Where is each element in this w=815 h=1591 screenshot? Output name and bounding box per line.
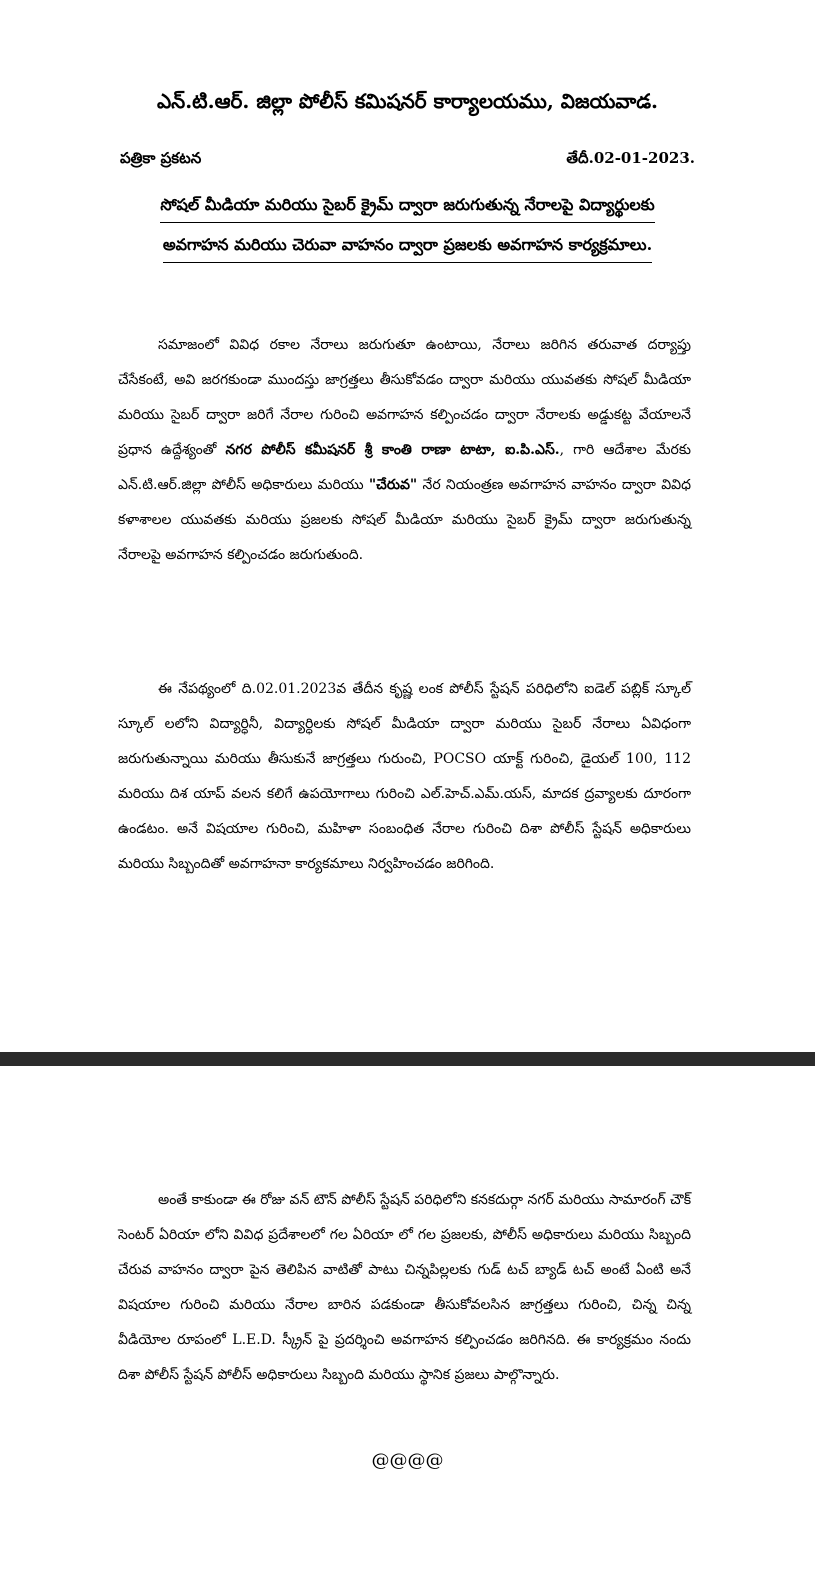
commissioner-name: నగర పోలీస్ కమీషనర్ శ్రీ కాంతి రాణా టాటా, ఐ.పి.ఎస్. <box>225 442 560 458</box>
press-release-label: పత్రికా ప్రకటన <box>120 149 202 167</box>
closing-marks: @@@@ <box>371 1450 444 1471</box>
subject-line-1 <box>0 192 815 223</box>
paragraph-1-text-b: , గారి ఆదేశాల మేరకు ఎన్.టి.ఆర్.జిల్లా పోలీస్ అధికారులు మరియు <box>118 442 692 493</box>
subject-line-2 <box>0 232 815 263</box>
paragraph-1-text-a: సమాజంలో వివిధ రకాల నేరాలు జరుగుతూ ఉంటాయి, నేరాలు జరిగిన తరువాత దర్యాప్తు చేసేకంటే, అవి జరగకుండా ముందస్తు జాగ్రత్తలు తీసుకోవడం ద్వారా మరియు యువతకు సోషల్ మీడియా మరియు సైబర్ ద్వారా జరిగే నేరాల గురించి అవగాహన కల్పించడం ద్వారా నేరాలకు అడ్డుకట్ట వేయాలనే ప్రధాన ఉద్దేశ్యంతో <box>118 337 691 458</box>
paragraph-3: అంతే కాకుండా ఈ రోజు వన్ టౌన్ పోలీస్ స్టేషన్ పరిధిలోని కనకదుర్గా నగర్ మరియు సామారంగ్ చౌక్ సెంటర్ ఏరియా లోని వివిధ ప్రదేశాలలో గల ఏరియా లో గల ప్రజలకు, పోలీస్ అధికారులు మరియు సిబ్బంది చేరువ వాహనం ద్వారా పైన తెలిపిన వాటితో పాటు చిన్నపిల్లలకు గుడ్ టచ్ బ్యాడ్ టచ్ అంటే ఏంటి అనే విషయాల గురించి మరియు నేరాల బారిన పడకుండా తీసుకోవలసిన జాగ్రత్తలు గురించి, చిన్న చిన్న వీడియోల రూపంలో L.E.D. స్క్రీన్ పై ప్రదర్శించి అవగాహన కల్పించడం జరిగినది. ఈ కార్యక్రమం నందు దిశా పోలీస్ స్టేషన్ పోలీస్ అధికారులు సిబ్బంది మరియు స్థానిక ప్రజలు పాల్గొన్నారు. <box>118 1192 691 1383</box>
office-title: ఎన్.టి.ఆర్. జిల్లా పోలీస్ కమిషనర్ కార్యాలయము, విజయవాడ. <box>156 89 659 113</box>
subject-line-2-text: అవగాహన మరియు చెరువా వాహనం ద్వారా ప్రజలకు అవగాహన కార్యక్రమాలు. <box>163 232 652 263</box>
cheruva-name: "చేరువ" <box>368 477 418 493</box>
paragraph-2: ఈ నేపథ్యంలో ది.02.01.2023వ తేదీన కృష్ణ లంక పోలీస్ స్టేషన్ పరిధిలోని ఐడెల్ పబ్లిక్ స్కూల్ స్కూల్ లలోని విద్యార్ధినీ, విద్యార్ధిలకు సోషల్ మీడియా ద్వారా మరియు సైబర్ నేరాలు ఏవిధంగా జరుగుతున్నాయి మరియు తీసుకునే జాగ్రత్తలు గురుంచి, POCSO యాక్ట్ గురించి, డైయల్ 100, 112 మరియు దిశ యాప్ వలన కలిగే ఉపయోగాలు గురించి ఎల్.హెచ్.ఎమ్.యస్, మాదక ద్రవ్యాలకు దూరంగా ఉండటం. అనే విషయాల గురించి, మహిళా సంబంధిత నేరాల గురించి దిశా పోలీస్ స్టేషన్ అధికారులు మరియు సిబ్బందితో అవగాహనా కార్యకమాలు నిర్వహించడం జరిగింది. <box>118 681 691 872</box>
paragraph-1 <box>118 328 691 573</box>
subject-line-1-text: సోషల్ మీడియా మరియు సైబర్ క్రైమ్ ద్వారా జరుగుతున్న నేరాలపై విద్యార్థులకు <box>160 192 654 223</box>
paragraph-1-text-c: నేర నియంత్రణ అవగాహన వాహనం ద్వారా వివిధ కళాశాలల యువతకు మరియు ప్రజలకు సోషల్ మీడియా మరియు సైబర్ క్రైమ్ ద్వారా జరుగుతున్న నేరాలపై అవగాహన కల్పించడం జరుగుతుంది. <box>118 477 691 563</box>
press-release-date: తేదీ.02-01-2023. <box>566 149 695 167</box>
page-divider <box>0 1052 815 1066</box>
